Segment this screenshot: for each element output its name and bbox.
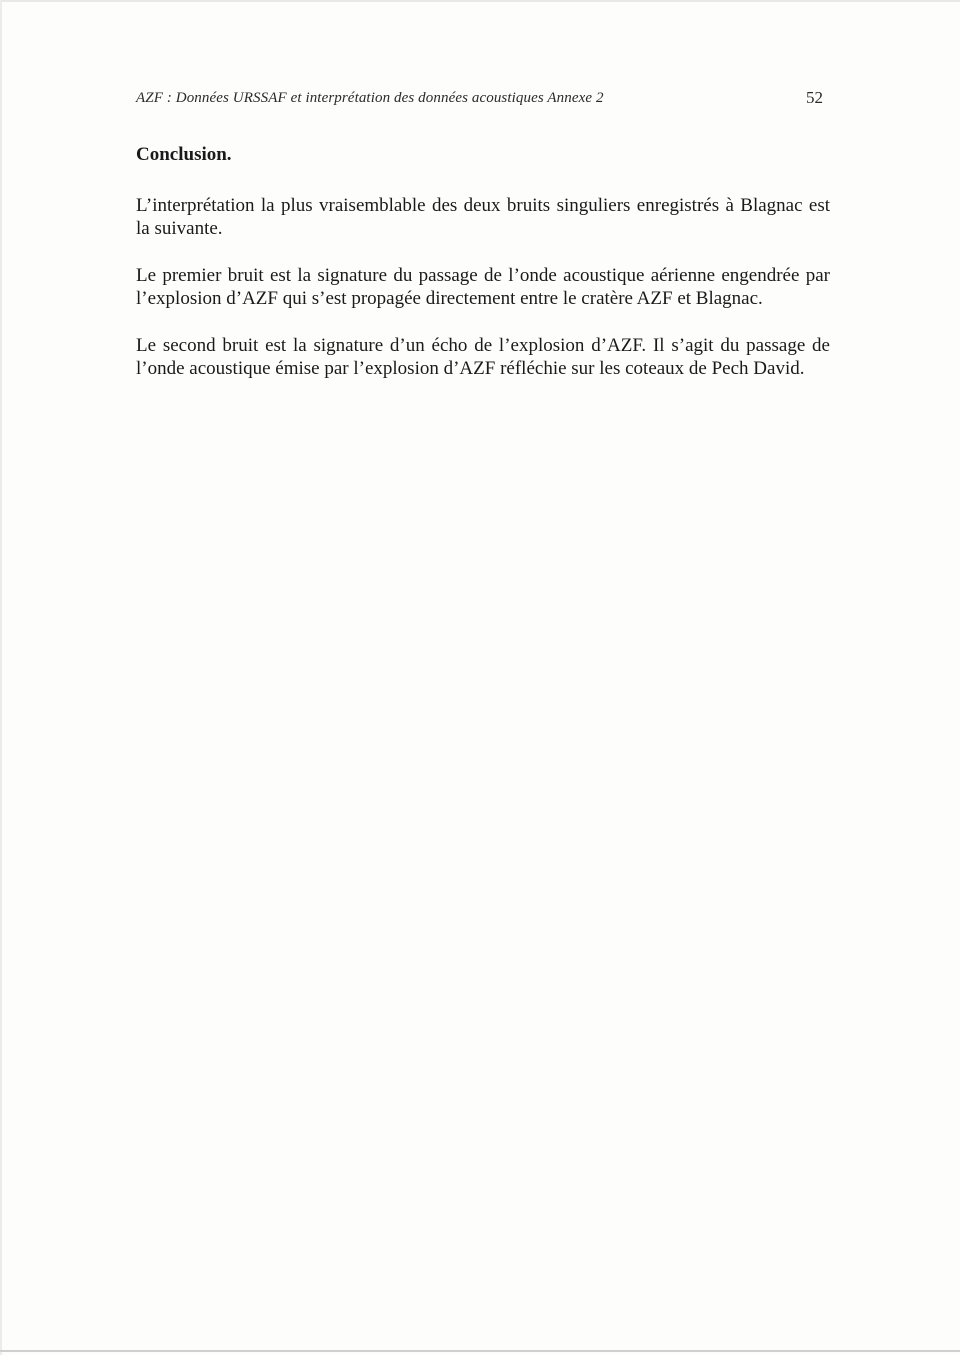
running-header: AZF : Données URSSAF et interprétation des données acoustiques Annexe 2 [136,90,604,106]
paragraph-3: Le second bruit est la signature d’un écho de l’explosion d’AZF. Il s’agit du passage de l’onde acoustique émise par l’explosion d’AZF réfléchie sur les coteaux de Pech David. [136,335,830,379]
page-number: 52 [806,88,823,107]
scan-edge-left [0,0,2,1355]
document-body [136,144,830,404]
scan-edge-top [0,0,960,2]
paragraph-1: L’interprétation la plus vraisemblable des deux bruits singuliers enregistrés à Blagnac est la suivante. [136,195,830,239]
section-heading: Conclusion. [136,144,232,165]
paragraph-2: Le premier bruit est la signature du passage de l’onde acoustique aérienne engendrée par l’explosion d’AZF qui s’est propagée directement entre le cratère AZF et Blagnac. [136,265,830,309]
scan-edge-bottom [0,1350,960,1352]
